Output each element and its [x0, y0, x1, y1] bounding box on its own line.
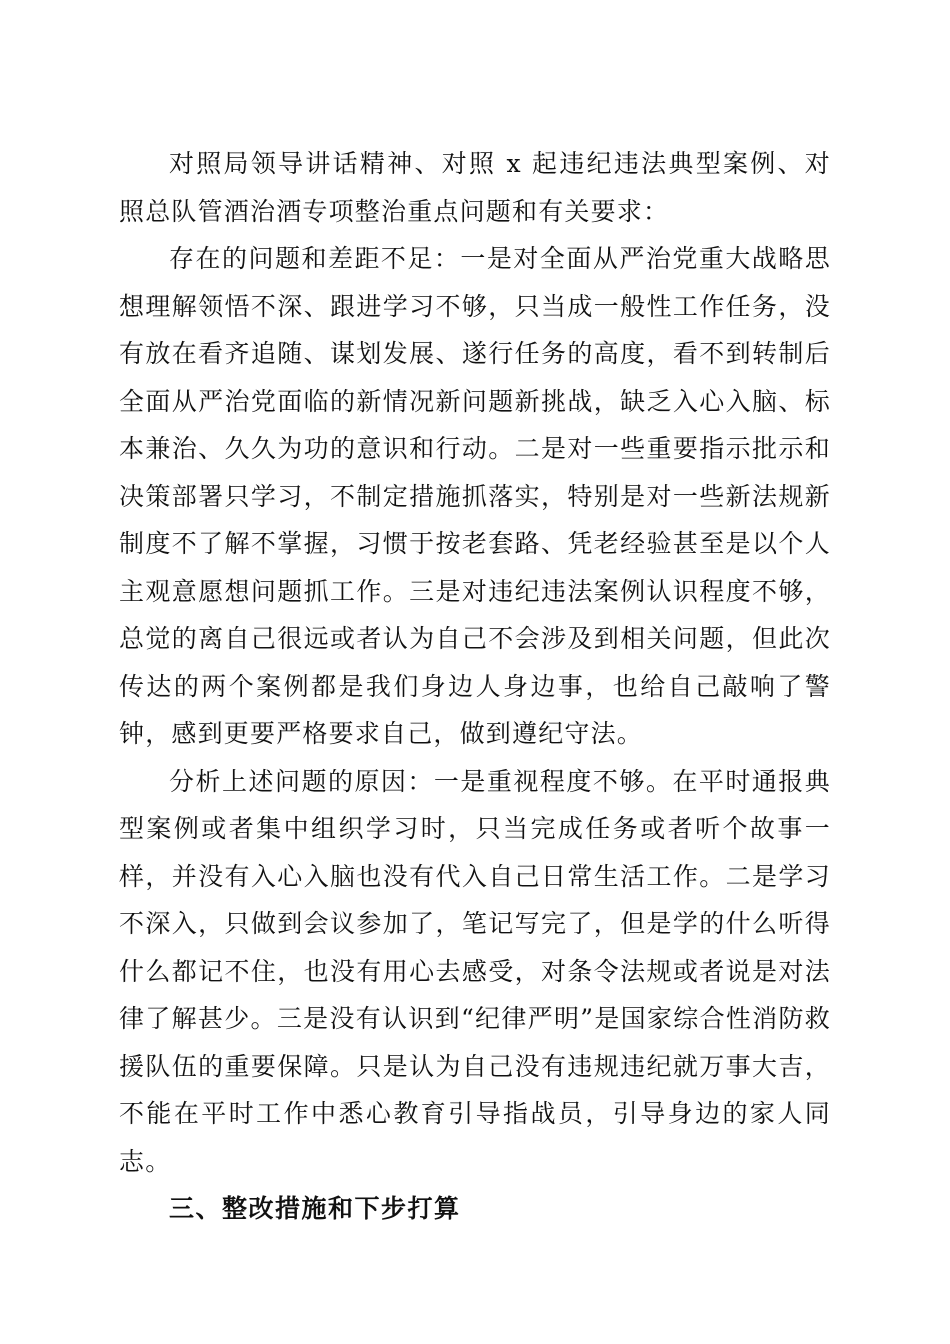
paragraph-problems-and-gaps: 存在的问题和差距不足：一是对全面从严治党重大战略思想理解领悟不深、跟进学习不够，只当成一般性工作任务，没有放在看齐追随、谋划发展、遂行任务的高度，看不到转制后全面从严治党面临的新情况新问题新挑战，缺乏入心入脑、标本兼治、久久为功的意识和行动。二是对一些重要指示批示和决策部署只学习，不制定措施抓落实，特别是对一些新法规新制度不了解不掌握，习惯于按老套路、凭老经验甚至是以个人主观意愿想问题抓工作。三是对违纪违法案例认识程度不够，总觉的离自己很远或者认为自己不会涉及到相关问题，但此次传达的两个案例都是我们身边人身边事，也给自己敲响了警钟，感到更要严格要求自己，做到遵纪守法。	[119, 244, 831, 748]
section-heading-rectification: 三、整改措施和下步打算	[169, 1194, 461, 1223]
paragraph-comparison-basis: 对照局领导讲话精神、对照 x 起违纪违法典型案例、对照总队管酒治酒专项整治重点问题和有关要求：	[119, 149, 831, 226]
document-body	[119, 140, 831, 1233]
paragraph-cause-analysis: 分析上述问题的原因：一是重视程度不够。在平时通报典型案例或者集中组织学习时，只当完成任务或者听个故事一样，并没有入心入脑也没有代入自己日常生活工作。二是学习不深入，只做到会议参加了，笔记写完了，但是学的什么听得什么都记不住，也没有用心去感受，对条令法规或者说是对法律了解甚少。三是没有认识到“纪律严明”是国家综合性消防救援队伍的重要保障。只是认为自己没有违规违纪就万事大吉，不能在平时工作中悉心教育引导指战员，引导身边的家人同志。	[119, 766, 831, 1176]
